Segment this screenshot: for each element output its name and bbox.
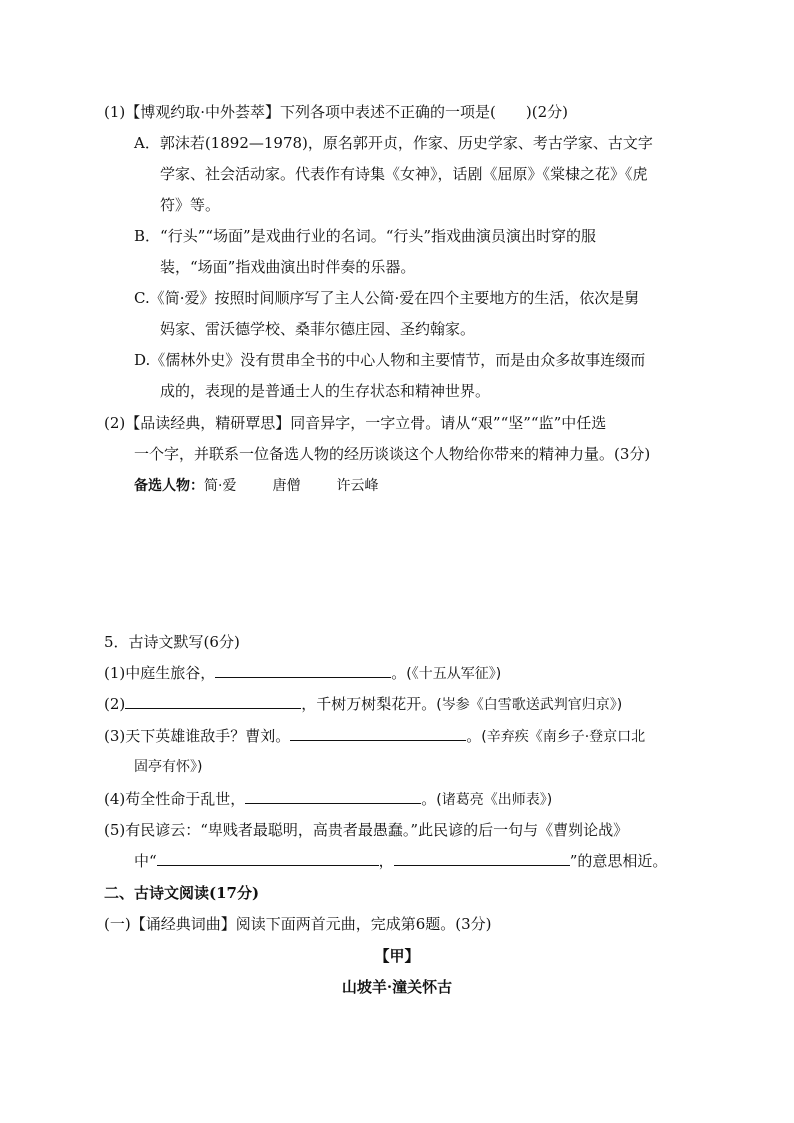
q5-1-source: (《十五从军征》) — [406, 666, 502, 682]
poem-title: 山坡羊·潼关怀古 — [341, 978, 453, 996]
q1-option-a-line2: 学家、社会活动家。代表作有诗集《女神》，话剧《屈原》《棠棣之花》《虎 — [160, 165, 648, 183]
q5-5-comma: ， — [378, 852, 394, 870]
q5-item-3 — [104, 726, 645, 747]
q5-3-prefix: (3)天下英雄谁敌手？曹刘。 — [104, 727, 291, 745]
q1-option-a-line3: 符》等。 — [160, 196, 221, 214]
q5-item-1 — [104, 663, 501, 684]
answer-blank-5b[interactable] — [394, 851, 570, 866]
q5-item-4 — [104, 789, 552, 810]
q5-4-prefix: (4)苟全性命于乱世， — [104, 790, 246, 808]
q5-item-5-line1: (5)有民谚云：“卑贱者最聪明，高贵者最愚蠢。”此民谚的后一句与《曹刿论战》 — [104, 821, 629, 839]
q1-stem: (1)【博观约取·中外荟萃】下列各项中表述不正确的一项是( )(2分) — [104, 103, 568, 121]
q2-line1: (2)【品读经典，精研覃思】同音异字，一字立骨。请从“艰”“坚”“监”中任选 — [104, 414, 607, 432]
q5-3-source-cont: 固亭有怀》) — [134, 759, 203, 775]
candidate-3: 许云峰 — [336, 478, 379, 494]
answer-blank-1[interactable] — [215, 663, 391, 678]
q5-1-suffix: 。 — [391, 664, 407, 682]
q1-option-d-line1: D.《儒林外史》没有贯串全书的中心人物和主要情节，而是由众多故事连缀而 — [134, 351, 646, 369]
candidate-2: 唐僧 — [272, 478, 301, 494]
q5-2-suffix: ，千树万树梨花开。 — [301, 695, 437, 713]
q1-option-d-line2: 成的，表现的是普通士人的生存状态和精神世界。 — [160, 382, 491, 400]
answer-blank-2[interactable] — [125, 694, 301, 709]
candidate-1: 简·爱 — [204, 478, 237, 494]
answer-blank-5a[interactable] — [157, 851, 379, 866]
section-2-subtitle: (一)【诵经典词曲】阅读下面两首元曲，完成第6题。(3分) — [104, 915, 492, 933]
q1-option-c-line2: 妈家、雷沃德学校、桑菲尔德庄园、圣约翰家。 — [160, 320, 476, 338]
q5-item-5-line2 — [134, 851, 667, 871]
q5-title: 5．古诗文默写(6分) — [104, 633, 240, 651]
section-2-title: 二、古诗文阅读(17分) — [104, 884, 260, 902]
answer-blank-3[interactable] — [290, 726, 466, 741]
q5-1-prefix: (1)中庭生旅谷， — [104, 664, 216, 682]
q1-option-c-line1: C.《简·爱》按照时间顺序写了主人公简·爱在四个主要地方的生活，依次是舅 — [134, 289, 640, 307]
q5-5-prefix: 中“ — [134, 852, 157, 870]
q5-2-source: (岑参《白雪歌送武判官归京》) — [436, 697, 623, 713]
answer-blank-4[interactable] — [245, 789, 421, 804]
candidates-label: 备选人物： — [134, 478, 204, 494]
q5-2-prefix: (2) — [104, 695, 126, 713]
q1-option-b-line1: B．“行头”“场面”是戏曲行业的名词。“行头”指戏曲演员演出时穿的服 — [134, 227, 597, 245]
q5-3-source: (辛弃疾《南乡子·登京口北 — [481, 729, 646, 745]
q5-item-2 — [104, 694, 622, 715]
poem-label-jia: 【甲】 — [374, 947, 420, 965]
q5-5-suffix: ”的意思相近。 — [569, 852, 668, 870]
q5-3-suffix: 。 — [466, 727, 482, 745]
q1-option-b-line2: 装，“场面”指戏曲演出时伴奏的乐器。 — [160, 258, 416, 276]
q2-line2: 一个字，并联系一位备选人物的经历谈谈这个人物给你带来的精神力量。(3分) — [134, 445, 651, 463]
q5-4-suffix: 。 — [421, 790, 437, 808]
q1-option-a-line1: A．郭沫若(1892—1978)，原名郭开贞，作家、历史学家、考古学家、古文字 — [134, 134, 653, 152]
q5-4-source: (诸葛亮《出师表》) — [436, 792, 553, 808]
q2-candidates — [134, 476, 378, 496]
